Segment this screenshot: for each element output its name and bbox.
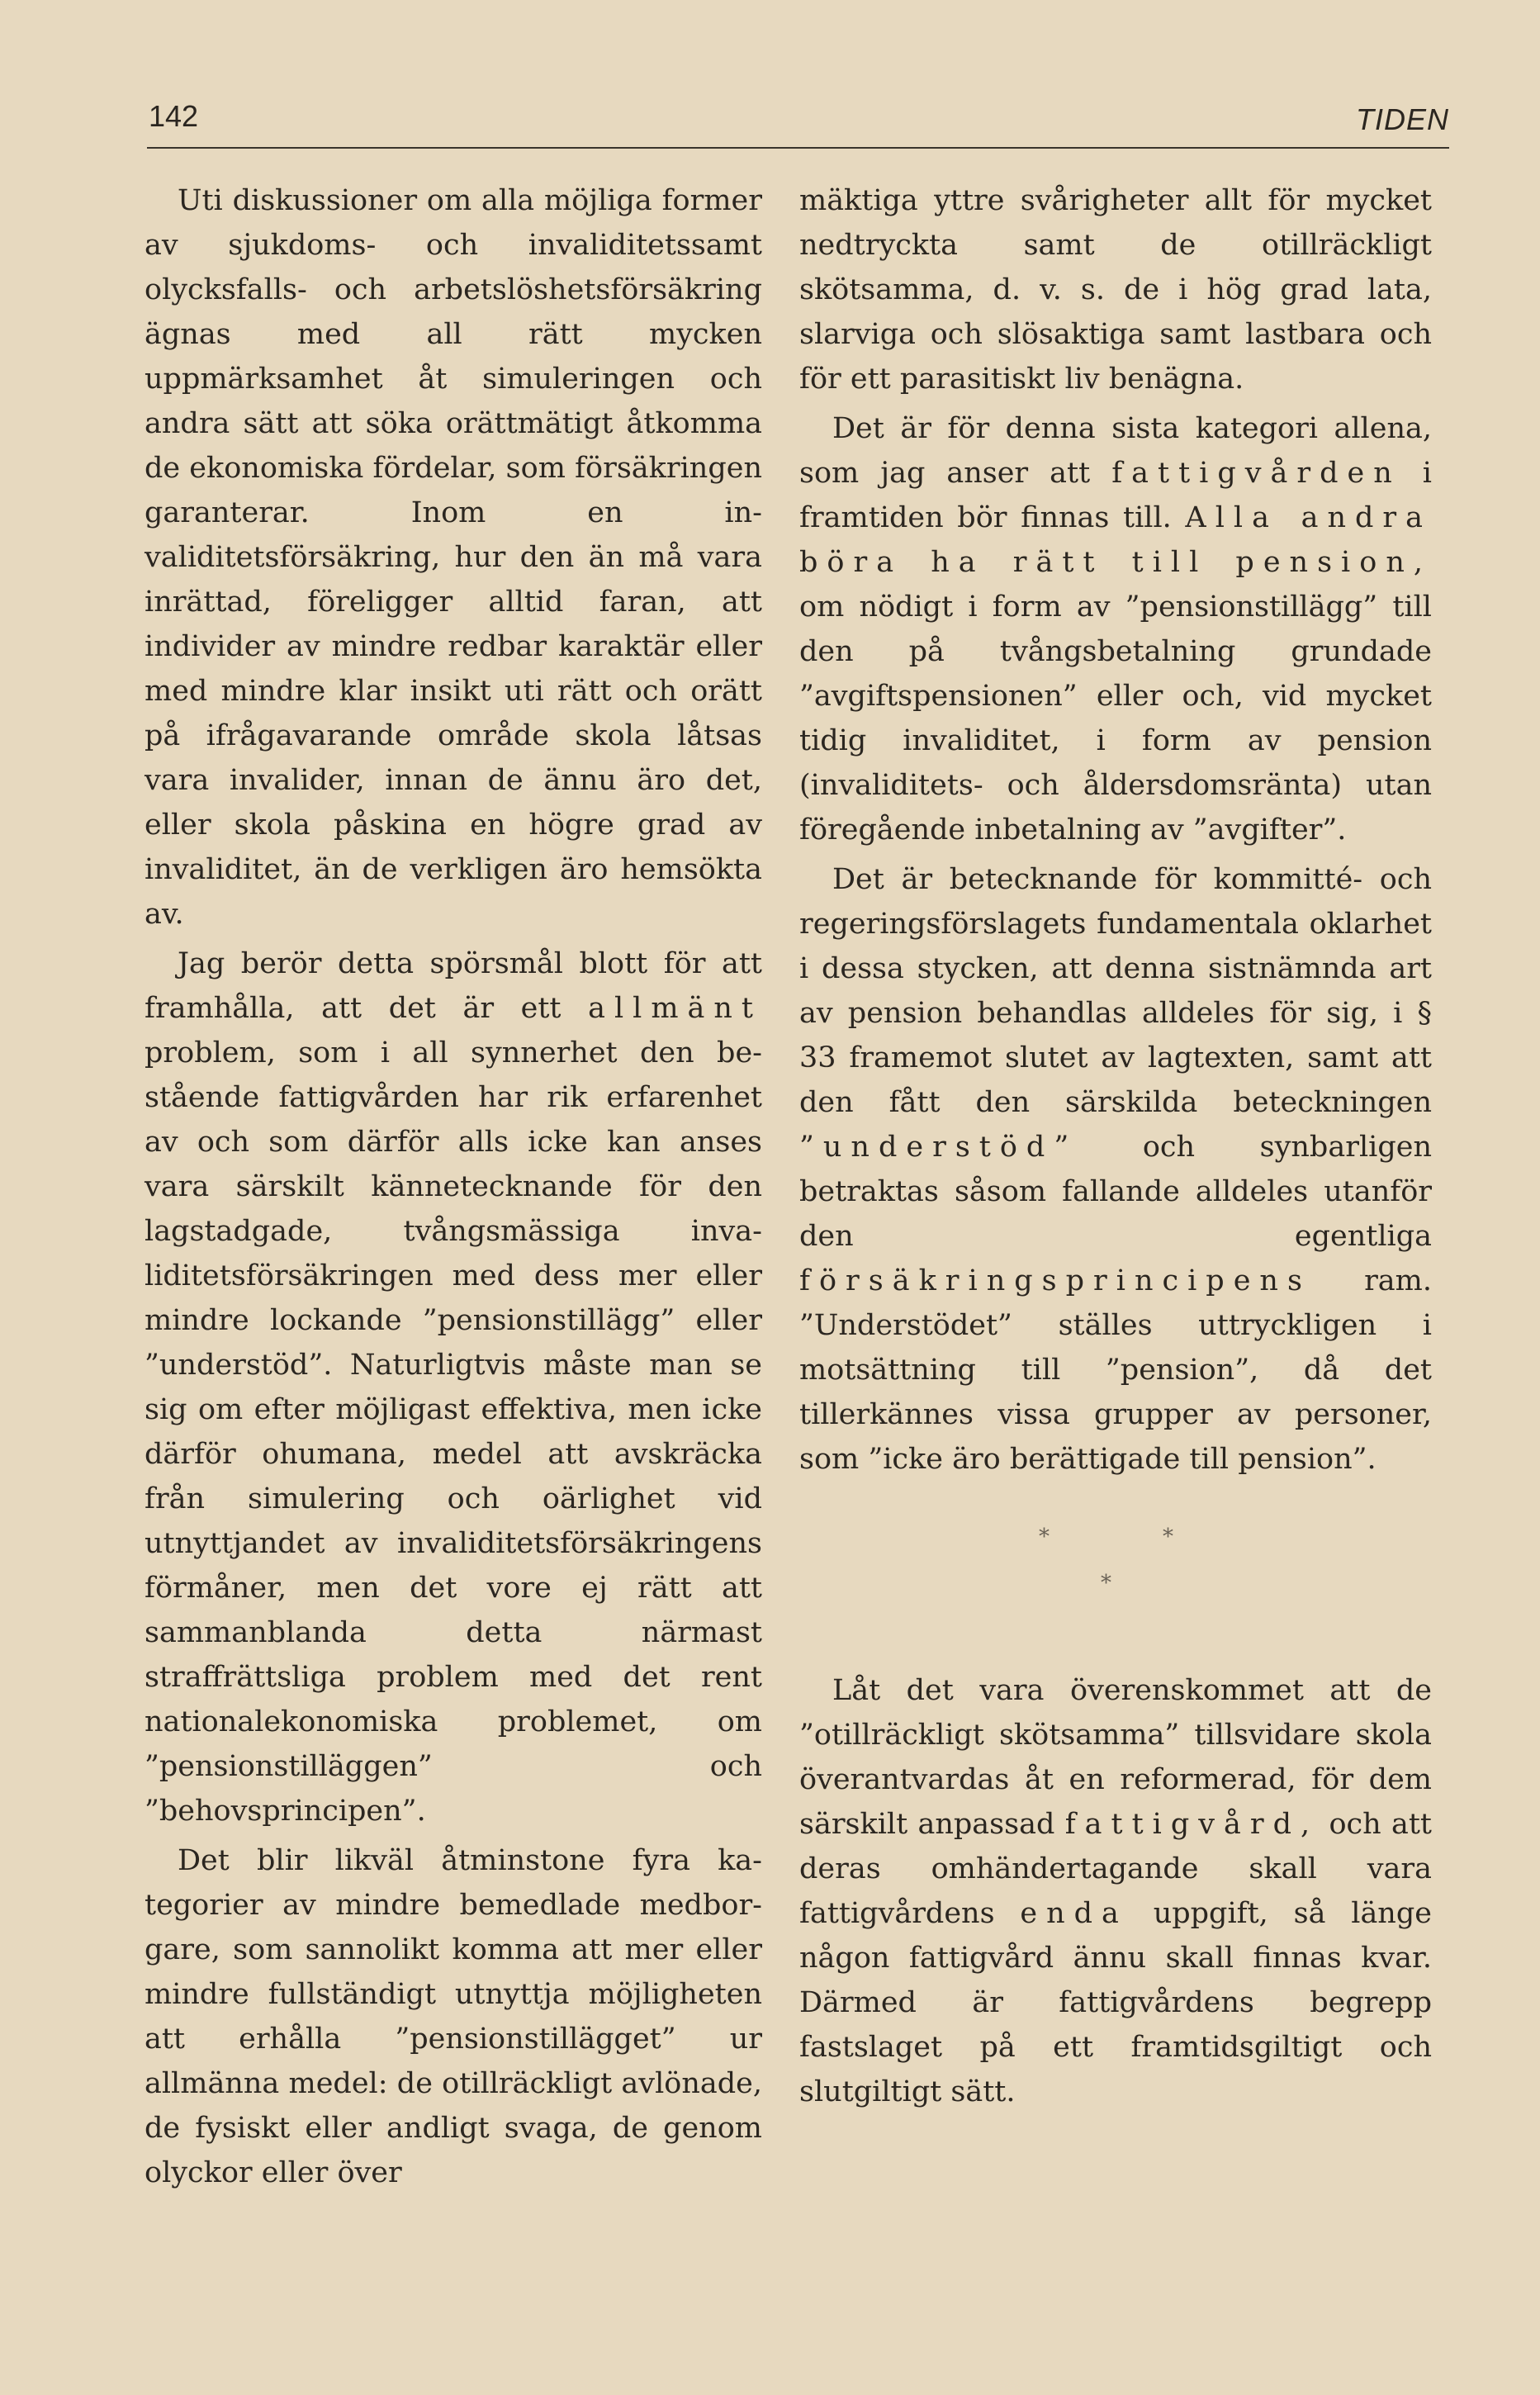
paragraph-text: problem, som i all synnerhet den bestående fattigvården har rik erfarenhet av och som därför alls icke kan anses vara särskilt kännetecknande för den lagstadgade, tvångsmässiga invaliditetsförsäkringen med dess mer eller mindre lockande ”pensionstillägg” eller ”understöd”. Naturligtvis måste man se sig om efter möjligast effektiva, men icke därför ohumana, medel att avskräcka från simulering och oärlighet vid utnyttjandet av invaliditetsförsäkringens förmåner, men det vore ej rätt att sammanblanda detta närmast straffrättsliga problem med det rent nationalekonomiska problemet, om ”pensionstilläggen” och ”behovsprincipen”.: [145, 1036, 762, 1828]
paragraph-text: Jag berör detta spörsmål blott för att framhålla, att det är ett: [145, 947, 762, 1025]
paragraph-text: mäktiga yttre svårigheter allt för mycket nedtryckta samt de otillräckligt skötsamma, d. v. s. de i hög grad lata, slarviga och slösaktiga samt lastbara och för ett parasitiskt liv benägna.: [799, 184, 1432, 396]
paragraph-text: Det är för denna sista kategori allena, som jag anser att: [799, 412, 1432, 490]
paragraph: [145, 1838, 762, 2195]
paragraph: [799, 1668, 1432, 2114]
paragraph-text: i framtiden bör finnas till.: [799, 457, 1432, 534]
emphasized-text: Alla andra böra ha rätt till pension,: [799, 501, 1432, 579]
asterisk-icon: *: [1101, 1571, 1111, 1596]
paragraph: [145, 941, 762, 1833]
paragraph-text: Det blir likväl åtminstone fyra kategorier av mindre bemedlade medborgare, som sannolikt komma att mer eller mindre fullständigt utnyttja möjligheten att erhålla ”pensionstillägget” ur allmänna medel: de otillräckligt avlönade, de fysiskt eller andligt svaga, de genom olyckor eller över: [145, 1844, 762, 2189]
page-number: 142: [149, 99, 199, 133]
paragraph: [145, 178, 762, 937]
asterisk-icon: *: [1039, 1525, 1050, 1549]
asterisk-icon: *: [1163, 1525, 1173, 1549]
paragraph-text: och synbarligen betraktas såsom fallande alldeles utanför den egentliga: [799, 1131, 1432, 1253]
left-column: [145, 178, 762, 2200]
paragraph-text: uppgift, så länge någon fattigvård ännu skall finnas kvar. Därmed är fattigvårdens begrepp fastslaget på ett framtidsgiltigt och slutgiltigt sätt.: [799, 1897, 1432, 2108]
emphasized-text: allmänt: [588, 992, 762, 1025]
section-divider: [799, 1515, 1432, 1639]
emphasized-text: fattigvården: [1111, 457, 1401, 490]
emphasized-text: enda: [1020, 1897, 1128, 1930]
paragraph-text: Låt det vara överenskommet att de ”otillräckligt skötsamma” tillsvidare skola överantvardas åt en reformerad, för dem särskilt anpassad: [799, 1674, 1432, 1841]
paragraph-text: och att deras omhändertagande skall vara fattigvårdens: [799, 1808, 1432, 1930]
paragraph: [799, 178, 1432, 401]
paragraph-text: ram. ”Understödet” ställes uttryckligen i motsättning till ”pension”, då det tillerkännes vissa grupper av personer, som ”icke äro berättigade till pension”.: [799, 1264, 1432, 1476]
right-column: [799, 178, 1432, 2119]
paragraph-text: Det är betecknande för kommitté- och regeringsförslagets fundamentala oklarhet i dessa stycken, att denna sistnämnda art av pension behandlas alldeles för sig, i § 33 framemot slutet av lagtexten, samt att den fått den särskilda beteckningen: [799, 863, 1432, 1119]
emphasized-text: fattigvård,: [1064, 1808, 1320, 1841]
emphasized-text: ”understöd”: [799, 1131, 1078, 1164]
emphasized-text: försäkringsprincipens: [799, 1264, 1311, 1297]
paragraph: [799, 857, 1432, 1482]
paragraph: [799, 406, 1432, 852]
paragraph-text: Uti diskussioner om alla möjliga former av sjukdoms- och invaliditetssamt olycksfalls- och arbetslöshetsförsäkring ägnas med all rätt mycken uppmärksamhet åt simuleringen och andra sätt att söka orättmätigt åtkomma de ekonomiska fördelar, som försäkringen garanterar. Inom en invaliditetsförsäkring, hur den än må vara inrättad, föreligger alltid faran, att individer av mindre redbar karaktär eller med mindre klar insikt uti rätt och orätt på ifrågavarande område skola låtsas vara invalider, innan de ännu äro det, eller skola påskina en högre grad av invaliditet, än de verkligen äro hemsökta av.: [145, 184, 762, 931]
page-header: [147, 92, 1449, 149]
paragraph-text: om nödigt i form av ”pensionstillägg” till den på tvångsbetalning grundade ”avgiftspensionen” eller och, vid mycket tidig invaliditet, i form av pension (invaliditets- och åldersdomsränta) utan föregående inbetalning av ”avgifter”.: [799, 590, 1432, 847]
journal-title: TIDEN: [1356, 102, 1449, 136]
